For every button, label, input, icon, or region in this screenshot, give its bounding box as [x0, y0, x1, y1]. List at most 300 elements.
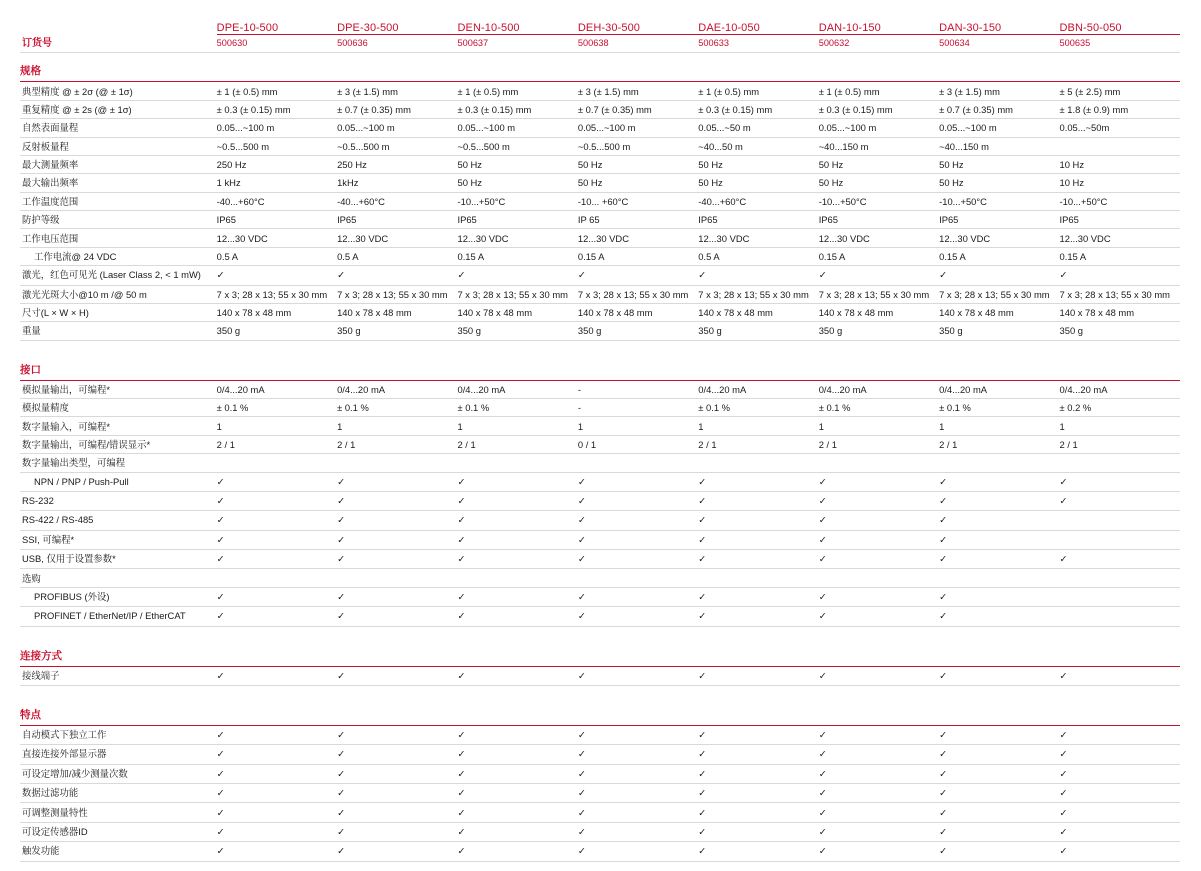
interface-row-9-cell-2: [457, 550, 577, 569]
interface-row-10-cell-4: [698, 569, 818, 587]
table-row: [20, 745, 1180, 764]
check-icon: ✓: [577, 788, 586, 800]
check-icon: ✓: [457, 515, 466, 527]
check-icon: ✓: [818, 788, 827, 800]
row-label: 选购: [20, 569, 217, 587]
interface-row-10-cell-5: [819, 569, 939, 587]
row-label: PROFIBUS (外设): [20, 587, 217, 606]
spec-row-4-cell-2: 50 Hz: [457, 155, 577, 173]
interface-row-10-cell-1: [337, 569, 457, 587]
check-icon: ✓: [577, 846, 586, 858]
interface-row-5-cell-6: [939, 472, 1059, 491]
check-icon: ✓: [818, 591, 827, 603]
interface-row-8-cell-1: [337, 530, 457, 549]
spec-row-4-cell-3: 50 Hz: [578, 155, 698, 173]
check-icon: ✓: [216, 534, 225, 546]
interface-row-8-cell-4: [698, 530, 818, 549]
spec-row-10-cell-5: [819, 266, 939, 285]
interface-row-2-cell-6: 1: [939, 417, 1059, 435]
interface-row-7-cell-6: [939, 511, 1059, 530]
check-icon: ✓: [216, 270, 225, 282]
interface-row-9-cell-7: [1060, 550, 1180, 569]
spec-row-4-cell-6: 50 Hz: [939, 155, 1059, 173]
connection-row-0-cell-7: [1060, 666, 1180, 685]
features-row-0-cell-6: [939, 725, 1059, 744]
connection-row-0-cell-4: [698, 666, 818, 685]
table-row: [20, 119, 1180, 137]
spec-row-9-cell-4: 0.5 A: [698, 247, 818, 265]
table-row: [20, 472, 1180, 491]
interface-row-9-cell-0: [217, 550, 337, 569]
features-row-0-cell-3: [578, 725, 698, 744]
spec-sheet: [0, 22, 1201, 871]
interface-row-5-cell-2: [457, 472, 577, 491]
order-number-cell-0: 500630: [217, 35, 337, 53]
interface-row-1-cell-4: ± 0.1 %: [698, 399, 818, 417]
spec-row-5-cell-0: 1 kHz: [217, 174, 337, 192]
check-icon: ✓: [457, 749, 466, 761]
check-icon: ✓: [939, 611, 948, 623]
check-icon: ✓: [1059, 749, 1068, 761]
check-icon: ✓: [698, 807, 707, 819]
row-label: 工作温度范围: [20, 192, 217, 210]
features-row-1-cell-4: [698, 745, 818, 764]
interface-row-10-cell-0: [217, 569, 337, 587]
interface-row-8-cell-0: [217, 530, 337, 549]
interface-row-12-cell-2: [457, 607, 577, 626]
interface-row-4-cell-4: [698, 454, 818, 472]
check-icon: ✓: [457, 846, 466, 858]
spec-row-2-cell-4: 0.05...~50 m: [698, 119, 818, 137]
check-icon: ✓: [457, 476, 466, 488]
interface-row-2-cell-1: 1: [337, 417, 457, 435]
order-number-cell-3: 500638: [578, 35, 698, 53]
table-row: [20, 550, 1180, 569]
check-icon: ✓: [818, 476, 827, 488]
spec-row-4-cell-1: 250 Hz: [337, 155, 457, 173]
section-connection: [20, 638, 1180, 667]
spec-row-9-cell-0: 0.5 A: [217, 247, 337, 265]
check-icon: ✓: [216, 515, 225, 527]
interface-row-6-cell-4: [698, 491, 818, 510]
interface-row-0-cell-5: 0/4...20 mA: [819, 380, 939, 398]
check-icon: ✓: [939, 476, 948, 488]
section-spec-label: 规格: [20, 53, 1180, 82]
interface-row-1-cell-6: ± 0.1 %: [939, 399, 1059, 417]
interface-row-12-cell-5: [819, 607, 939, 626]
table-row: [20, 530, 1180, 549]
spec-row-3-cell-7: [1060, 137, 1180, 155]
interface-row-4-cell-6: [939, 454, 1059, 472]
interface-row-12-cell-3: [578, 607, 698, 626]
spec-row-1-cell-5: ± 0.3 (± 0.15) mm: [819, 100, 939, 118]
order-number-cell-7: 500635: [1060, 35, 1180, 53]
check-icon: ✓: [216, 554, 225, 566]
check-icon: ✓: [698, 768, 707, 780]
check-icon: ✓: [939, 768, 948, 780]
check-icon: ✓: [818, 730, 827, 742]
interface-row-4-cell-7: [1060, 454, 1180, 472]
interface-row-7-cell-3: [578, 511, 698, 530]
check-icon: ✓: [818, 554, 827, 566]
table-row: [20, 211, 1180, 229]
table-row: [20, 303, 1180, 321]
interface-row-12-cell-7: [1060, 607, 1180, 626]
spec-row-10-cell-7: [1060, 266, 1180, 285]
spec-row-8-cell-2: 12...30 VDC: [457, 229, 577, 247]
interface-row-8-cell-3: [578, 530, 698, 549]
interface-row-11-cell-6: [939, 587, 1059, 606]
check-icon: ✓: [337, 534, 346, 546]
spec-row-7-cell-5: IP65: [819, 211, 939, 229]
features-row-3-cell-7: [1060, 784, 1180, 803]
check-icon: ✓: [216, 807, 225, 819]
check-icon: ✓: [577, 730, 586, 742]
interface-row-5-cell-4: [698, 472, 818, 491]
order-number-cell-6: 500634: [939, 35, 1059, 53]
spec-row-0-cell-6: ± 3 (± 1.5) mm: [939, 82, 1059, 100]
interface-row-0-cell-3: -: [578, 380, 698, 398]
interface-row-11-cell-7: [1060, 587, 1180, 606]
check-icon: ✓: [216, 496, 225, 508]
table-row: [20, 285, 1180, 303]
interface-row-4-cell-2: [457, 454, 577, 472]
column-header-0: DPE-10-500: [217, 22, 337, 35]
features-row-3-cell-3: [578, 784, 698, 803]
spec-row-13-cell-5: 350 g: [819, 322, 939, 340]
row-label: 工作电流@ 24 VDC: [20, 247, 217, 265]
order-number-label: 订货号: [20, 35, 217, 53]
check-icon: ✓: [818, 749, 827, 761]
check-icon: ✓: [337, 591, 346, 603]
table-row: [20, 266, 1180, 285]
row-label: 数据过滤功能: [20, 784, 217, 803]
spec-row-5-cell-2: 50 Hz: [457, 174, 577, 192]
row-label: 数字量输入，可编程*: [20, 417, 217, 435]
features-row-3-cell-0: [217, 784, 337, 803]
table-row: [20, 247, 1180, 265]
check-icon: ✓: [216, 846, 225, 858]
features-row-0-cell-1: [337, 725, 457, 744]
features-row-5-cell-2: [457, 822, 577, 841]
spec-row-6-cell-5: -10...+50°C: [819, 192, 939, 210]
spec-row-8-cell-4: 12...30 VDC: [698, 229, 818, 247]
spec-row-13-cell-3: 350 g: [578, 322, 698, 340]
interface-row-9-cell-5: [819, 550, 939, 569]
table-row: [20, 725, 1180, 744]
spec-row-13-cell-7: 350 g: [1060, 322, 1180, 340]
check-icon: ✓: [698, 788, 707, 800]
check-icon: ✓: [698, 846, 707, 858]
check-icon: ✓: [457, 591, 466, 603]
spec-row-11-cell-6: 7 x 3; 28 x 13; 55 x 30 mm: [939, 285, 1059, 303]
interface-row-4-cell-3: [578, 454, 698, 472]
check-icon: ✓: [577, 670, 586, 682]
check-icon: ✓: [1059, 826, 1068, 838]
check-icon: ✓: [698, 270, 707, 282]
check-icon: ✓: [818, 670, 827, 682]
features-row-6-cell-2: [457, 842, 577, 861]
check-icon: ✓: [577, 515, 586, 527]
interface-row-6-cell-3: [578, 491, 698, 510]
check-icon: ✓: [216, 826, 225, 838]
features-row-4-cell-3: [578, 803, 698, 822]
check-icon: ✓: [1059, 670, 1068, 682]
spec-row-10-cell-0: [217, 266, 337, 285]
interface-row-3-cell-3: 0 / 1: [578, 435, 698, 453]
features-row-0-cell-4: [698, 725, 818, 744]
interface-row-10-cell-6: [939, 569, 1059, 587]
row-label: RS-232: [20, 491, 217, 510]
row-label: 重量: [20, 322, 217, 340]
interface-row-12-cell-4: [698, 607, 818, 626]
row-label: 最大输出频率: [20, 174, 217, 192]
spec-row-0-cell-7: ± 5 (± 2.5) mm: [1060, 82, 1180, 100]
spec-row-11-cell-3: 7 x 3; 28 x 13; 55 x 30 mm: [578, 285, 698, 303]
section-spec: [20, 53, 1180, 82]
features-row-6-cell-3: [578, 842, 698, 861]
specification-table: [20, 22, 1180, 862]
check-icon: ✓: [698, 534, 707, 546]
table-row: [20, 666, 1180, 685]
column-header-4: DAE-10-050: [698, 22, 818, 35]
spec-row-13-cell-0: 350 g: [217, 322, 337, 340]
section-interface-label: 接口: [20, 352, 1180, 381]
check-icon: ✓: [577, 270, 586, 282]
interface-row-0-cell-4: 0/4...20 mA: [698, 380, 818, 398]
column-header-3: DEH-30-500: [578, 22, 698, 35]
check-icon: ✓: [1059, 846, 1068, 858]
interface-row-7-cell-2: [457, 511, 577, 530]
order-number-cell-4: 500633: [698, 35, 818, 53]
interface-row-9-cell-3: [578, 550, 698, 569]
interface-row-1-cell-3: -: [578, 399, 698, 417]
interface-row-9-cell-6: [939, 550, 1059, 569]
table-row: [20, 803, 1180, 822]
row-label: 数字量输出类型，可编程: [20, 454, 217, 472]
features-row-3-cell-4: [698, 784, 818, 803]
check-icon: ✓: [216, 670, 225, 682]
row-label: 重复精度 @ ± 2s (@ ± 1σ): [20, 100, 217, 118]
spec-row-7-cell-3: IP 65: [578, 211, 698, 229]
features-row-5-cell-6: [939, 822, 1059, 841]
check-icon: ✓: [337, 554, 346, 566]
features-row-6-cell-4: [698, 842, 818, 861]
spec-row-2-cell-5: 0.05...~100 m: [819, 119, 939, 137]
spec-row-5-cell-7: 10 Hz: [1060, 174, 1180, 192]
spec-row-11-cell-2: 7 x 3; 28 x 13; 55 x 30 mm: [457, 285, 577, 303]
table-row: [20, 417, 1180, 435]
features-row-2-cell-4: [698, 764, 818, 783]
section-features: [20, 697, 1180, 726]
check-icon: ✓: [818, 826, 827, 838]
check-icon: ✓: [457, 730, 466, 742]
row-label: 可设定传感器ID: [20, 822, 217, 841]
spec-row-0-cell-2: ± 1 (± 0.5) mm: [457, 82, 577, 100]
features-row-2-cell-0: [217, 764, 337, 783]
interface-row-6-cell-1: [337, 491, 457, 510]
table-row: [20, 587, 1180, 606]
check-icon: ✓: [457, 611, 466, 623]
features-row-5-cell-0: [217, 822, 337, 841]
spec-row-4-cell-5: 50 Hz: [819, 155, 939, 173]
check-icon: ✓: [337, 496, 346, 508]
spec-row-1-cell-2: ± 0.3 (± 0.15) mm: [457, 100, 577, 118]
check-icon: ✓: [457, 826, 466, 838]
interface-row-10-cell-2: [457, 569, 577, 587]
features-row-2-cell-2: [457, 764, 577, 783]
spec-row-7-cell-2: IP65: [457, 211, 577, 229]
spec-row-10-cell-3: [578, 266, 698, 285]
check-icon: ✓: [337, 611, 346, 623]
check-icon: ✓: [577, 554, 586, 566]
features-row-2-cell-3: [578, 764, 698, 783]
row-label: 典型精度 @ ± 2σ (@ ± 1σ): [20, 82, 217, 100]
spec-row-9-cell-7: 0.15 A: [1060, 247, 1180, 265]
check-icon: ✓: [818, 807, 827, 819]
interface-row-11-cell-3: [578, 587, 698, 606]
row-label: 模拟量输出，可编程*: [20, 380, 217, 398]
interface-row-12-cell-1: [337, 607, 457, 626]
check-icon: ✓: [337, 670, 346, 682]
interface-row-9-cell-1: [337, 550, 457, 569]
spec-row-0-cell-1: ± 3 (± 1.5) mm: [337, 82, 457, 100]
column-header-5: DAN-10-150: [819, 22, 939, 35]
spec-row-12-cell-7: 140 x 78 x 48 mm: [1060, 303, 1180, 321]
check-icon: ✓: [698, 670, 707, 682]
table-row: [20, 82, 1180, 100]
spec-row-8-cell-6: 12...30 VDC: [939, 229, 1059, 247]
interface-row-4-cell-1: [337, 454, 457, 472]
spec-row-2-cell-3: 0.05...~100 m: [578, 119, 698, 137]
check-icon: ✓: [939, 515, 948, 527]
spec-row-11-cell-1: 7 x 3; 28 x 13; 55 x 30 mm: [337, 285, 457, 303]
order-number-row: [20, 35, 1180, 53]
features-row-5-cell-5: [819, 822, 939, 841]
interface-row-2-cell-2: 1: [457, 417, 577, 435]
check-icon: ✓: [939, 826, 948, 838]
spec-row-11-cell-4: 7 x 3; 28 x 13; 55 x 30 mm: [698, 285, 818, 303]
interface-row-10-cell-7: [1060, 569, 1180, 587]
order-number-cell-5: 500632: [819, 35, 939, 53]
spec-row-3-cell-4: ~40...50 m: [698, 137, 818, 155]
column-header-2: DEN-10-500: [457, 22, 577, 35]
check-icon: ✓: [337, 768, 346, 780]
spec-row-4-cell-0: 250 Hz: [217, 155, 337, 173]
section-connection-label: 连接方式: [20, 638, 1180, 667]
check-icon: ✓: [457, 807, 466, 819]
features-row-3-cell-2: [457, 784, 577, 803]
section-features-label: 特点: [20, 697, 1180, 726]
column-header-7: DBN-50-050: [1060, 22, 1180, 35]
spec-row-10-cell-4: [698, 266, 818, 285]
features-row-1-cell-6: [939, 745, 1059, 764]
check-icon: ✓: [216, 768, 225, 780]
spec-row-9-cell-2: 0.15 A: [457, 247, 577, 265]
table-header-row: [20, 22, 1180, 35]
table-row: [20, 399, 1180, 417]
features-row-4-cell-6: [939, 803, 1059, 822]
connection-row-0-cell-3: [578, 666, 698, 685]
spec-row-3-cell-6: ~40...150 m: [939, 137, 1059, 155]
spec-row-6-cell-0: -40...+60°C: [217, 192, 337, 210]
spec-row-6-cell-4: -40...+60°C: [698, 192, 818, 210]
interface-row-7-cell-5: [819, 511, 939, 530]
check-icon: ✓: [1059, 496, 1068, 508]
spec-row-13-cell-6: 350 g: [939, 322, 1059, 340]
features-row-5-cell-7: [1060, 822, 1180, 841]
section-interface: [20, 352, 1180, 381]
check-icon: ✓: [939, 270, 948, 282]
check-icon: ✓: [216, 476, 225, 488]
check-icon: ✓: [337, 826, 346, 838]
interface-row-2-cell-5: 1: [819, 417, 939, 435]
spacer-cell: [20, 340, 1180, 352]
check-icon: ✓: [216, 611, 225, 623]
check-icon: ✓: [939, 846, 948, 858]
table-row: [20, 137, 1180, 155]
interface-row-0-cell-0: 0/4...20 mA: [217, 380, 337, 398]
row-label: 激光，红色可见光 (Laser Class 2, < 1 mW): [20, 266, 217, 285]
spec-row-1-cell-7: ± 1.8 (± 0.9) mm: [1060, 100, 1180, 118]
interface-row-11-cell-2: [457, 587, 577, 606]
check-icon: ✓: [939, 749, 948, 761]
features-row-2-cell-6: [939, 764, 1059, 783]
interface-row-1-cell-1: ± 0.1 %: [337, 399, 457, 417]
row-label: 自动模式下独立工作: [20, 725, 217, 744]
check-icon: ✓: [818, 534, 827, 546]
spec-row-12-cell-2: 140 x 78 x 48 mm: [457, 303, 577, 321]
check-icon: ✓: [698, 611, 707, 623]
features-row-1-cell-7: [1060, 745, 1180, 764]
row-label: NPN / PNP / Push-Pull: [20, 472, 217, 491]
features-row-4-cell-2: [457, 803, 577, 822]
features-row-2-cell-7: [1060, 764, 1180, 783]
interface-row-3-cell-5: 2 / 1: [819, 435, 939, 453]
connection-row-0-cell-1: [337, 666, 457, 685]
features-row-5-cell-3: [578, 822, 698, 841]
features-row-5-cell-1: [337, 822, 457, 841]
spec-row-5-cell-6: 50 Hz: [939, 174, 1059, 192]
check-icon: ✓: [1059, 476, 1068, 488]
spec-row-3-cell-3: ~0.5...500 m: [578, 137, 698, 155]
interface-row-7-cell-1: [337, 511, 457, 530]
features-row-3-cell-6: [939, 784, 1059, 803]
check-icon: ✓: [818, 270, 827, 282]
check-icon: ✓: [337, 749, 346, 761]
row-label: 防护等级: [20, 211, 217, 229]
row-label: 可设定增加/减少测量次数: [20, 764, 217, 783]
row-label: 最大测量频率: [20, 155, 217, 173]
table-row: [20, 229, 1180, 247]
table-row: [20, 380, 1180, 398]
row-spacer: [20, 626, 1180, 638]
spec-row-1-cell-6: ± 0.7 (± 0.35) mm: [939, 100, 1059, 118]
table-row: [20, 100, 1180, 118]
spec-row-6-cell-1: -40...+60°C: [337, 192, 457, 210]
row-label: 接线端子: [20, 666, 217, 685]
check-icon: ✓: [939, 670, 948, 682]
features-row-6-cell-1: [337, 842, 457, 861]
spec-row-9-cell-3: 0.15 A: [578, 247, 698, 265]
features-row-6-cell-0: [217, 842, 337, 861]
column-header-6: DAN-30-150: [939, 22, 1059, 35]
interface-row-2-cell-0: 1: [217, 417, 337, 435]
features-row-4-cell-1: [337, 803, 457, 822]
spec-row-5-cell-3: 50 Hz: [578, 174, 698, 192]
interface-row-1-cell-0: ± 0.1 %: [217, 399, 337, 417]
spec-row-2-cell-7: 0.05...~50m: [1060, 119, 1180, 137]
